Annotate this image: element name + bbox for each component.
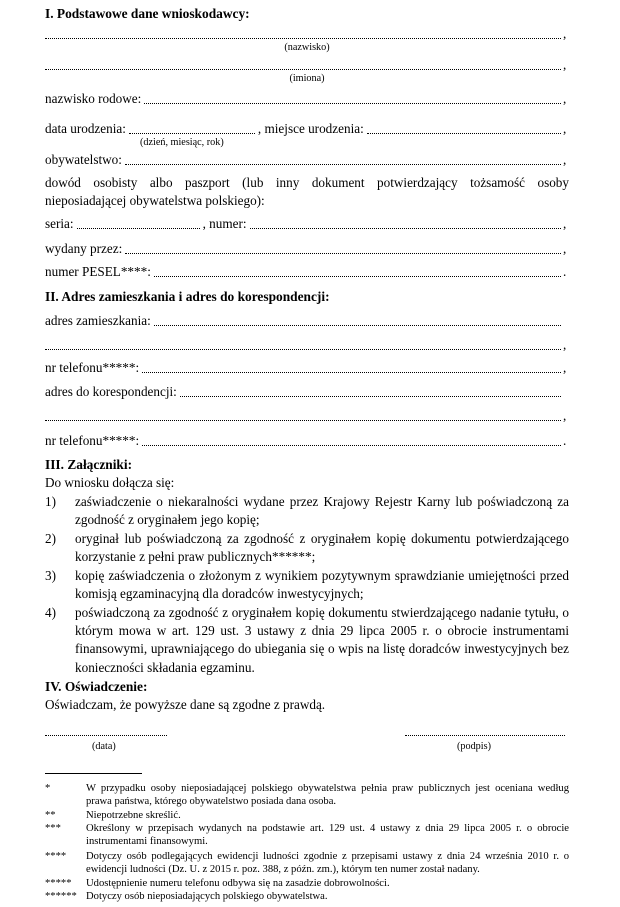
footnote-mark: ***** (45, 878, 72, 889)
seria-input[interactable] (77, 227, 200, 229)
zalaczniki-intro: Do wniosku dołącza się: (45, 475, 175, 490)
item-number: 4) (45, 605, 56, 620)
adres-zamieszkania-line-2[interactable]: , (45, 337, 569, 353)
wydany-przez-field[interactable]: wydany przez: , (45, 241, 567, 256)
adres-korespondencji-label: adres do korespondencji: (45, 384, 177, 399)
section-2-heading: II. Adres zamieszkania i adres do korespondencji: (45, 289, 330, 304)
dowod-text: dowód osobisty albo paszport (lub inny dokument potwierdzający tożsamość osoby nieposiadającej obywatelstwa polskiego): (45, 175, 569, 209)
footnote-text: W przypadku osoby nieposiadającej polskiego obywatelstwa pełnia praw publicznych jest oceniana według prawa państwa, którego obywatelstwo posiada dana osoba. (86, 783, 569, 807)
zalacznik-item-2 (45, 530, 569, 566)
footnote-1 (45, 783, 569, 809)
podpis-caption: (podpis) (457, 741, 491, 752)
footnote-rule (45, 773, 142, 774)
footnote-text: Określony w przepisach wydanych na podstawie art. 129 ust. 4 ustawy z dnia 29 lipca 2005 r. o obrocie instrumentami finansowymi. (86, 823, 569, 847)
imiona-caption: (imiona) (289, 73, 325, 84)
numer-input[interactable] (250, 227, 561, 229)
seria-numer-field[interactable]: seria: , numer: , (45, 216, 567, 231)
section-1-heading: I. Podstawowe dane wnioskodawcy: (45, 6, 250, 21)
data-urodzenia-input[interactable] (129, 132, 255, 134)
footnote-mark: ****** (45, 891, 77, 902)
footnote-text: Dotyczy osób podlegających ewidencji ludności zgodnie z przepisami ustawy z dnia 24 września 2010 r. o ewidencji ludności (Dz. U. z 2015 r. poz. 388, z późn. zm.), którym ten numer został nadany. (86, 851, 569, 875)
adres-zamieszkania-label: adres zamieszkania: (45, 313, 151, 328)
footnote-mark: ** (45, 810, 56, 821)
podpis-signature-input[interactable] (405, 734, 565, 736)
footnote-mark: **** (45, 851, 67, 862)
pesel-field[interactable]: numer PESEL****: . (45, 264, 567, 279)
telefon-1-field[interactable]: nr telefonu*****: , (45, 360, 567, 375)
footnote-6 (45, 891, 569, 904)
nazwisko-rodowe-label: nazwisko rodowe: (45, 91, 142, 106)
item-text: kopię zaświadczenia o złożonym z wynikiem pozytywnym sprawdzianie umiejętności przed komisją egzaminacyjną dla doradców inwestycyjnych; (75, 568, 569, 602)
telefon-1-label: nr telefonu*****: (45, 360, 140, 375)
obywatelstwo-label: obywatelstwo: (45, 152, 122, 167)
imiona-field[interactable]: , (45, 57, 569, 73)
footnote-3 (45, 823, 569, 849)
section-3-heading: III. Załączniki: (45, 457, 133, 472)
footnote-mark: *** (45, 823, 61, 834)
data-signature-input[interactable] (45, 734, 167, 736)
adres-korespondencji-line-2[interactable]: , (45, 408, 569, 424)
footnote-text: Udostępnienie numeru telefonu odbywa się na zasadzie dobrowolności. (86, 878, 390, 889)
footnote-text: Niepotrzebne skreślić. (86, 810, 181, 821)
numer-label: , numer: (202, 216, 247, 231)
zalacznik-item-3 (45, 567, 569, 603)
adres-korespondencji-field[interactable] (45, 384, 569, 400)
footnote-2 (45, 810, 569, 823)
data-miejsce-urodzenia-field[interactable]: data urodzenia: , miejsce urodzenia: , (45, 121, 567, 136)
footnote-text: Dotyczy osób nieposiadających polskiego obywatelstwa. (86, 891, 328, 902)
item-number: 3) (45, 568, 56, 583)
obywatelstwo-field[interactable]: obywatelstwo: , (45, 152, 567, 167)
telefon-2-field[interactable]: nr telefonu*****: . (45, 433, 567, 448)
nazwisko-caption: (nazwisko) (284, 42, 330, 53)
footnote-5 (45, 878, 569, 891)
data-caption: (data) (92, 741, 116, 752)
zalacznik-item-1 (45, 493, 569, 529)
item-text: oryginał lub poświadczoną za zgodność z oryginałem kopię dokumentu potwierdzającego korzystanie z pełni praw publicznych******; (75, 531, 569, 565)
telefon-2-label: nr telefonu*****: (45, 433, 140, 448)
miejsce-urodzenia-input[interactable] (367, 132, 561, 134)
wydany-przez-label: wydany przez: (45, 241, 123, 256)
nazwisko-field[interactable]: , (45, 26, 569, 42)
item-number: 1) (45, 494, 56, 509)
section-4-heading: IV. Oświadczenie: (45, 679, 148, 694)
item-number: 2) (45, 531, 56, 546)
zalacznik-item-4 (45, 604, 569, 677)
item-text: zaświadczenie o niekaralności wydane przez Krajowy Rejestr Karny lub poświadczoną za zgodność z oryginałem jego kopię; (75, 494, 569, 528)
item-text: poświadczoną za zgodność z oryginałem kopię dokumentu stwierdzającego nadanie tytułu, o którym mowa w art. 129 ust. 3 ustawy z dnia 29 lipca 2005 r. o obrocie instrumentami finansowymi, uprawniającego do ubiegania się o wpis na listę doradców inwestycyjnych bez konieczności składania egzaminu. (75, 605, 569, 675)
miejsce-urodzenia-label: , miejsce urodzenia: (257, 121, 364, 136)
footnote-4 (45, 851, 569, 877)
nazwisko-rodowe-field[interactable]: nazwisko rodowe: , (45, 91, 567, 106)
footnote-mark: * (45, 783, 51, 794)
seria-label: seria: (45, 216, 74, 231)
data-urodzenia-caption: (dzień, miesiąc, rok) (140, 137, 224, 148)
oswiadczenie-text: Oświadczam, że powyższe dane są zgodne z prawdą. (45, 697, 326, 712)
data-urodzenia-label: data urodzenia: (45, 121, 126, 136)
adres-zamieszkania-field[interactable] (45, 313, 569, 329)
pesel-label: numer PESEL****: (45, 264, 151, 279)
